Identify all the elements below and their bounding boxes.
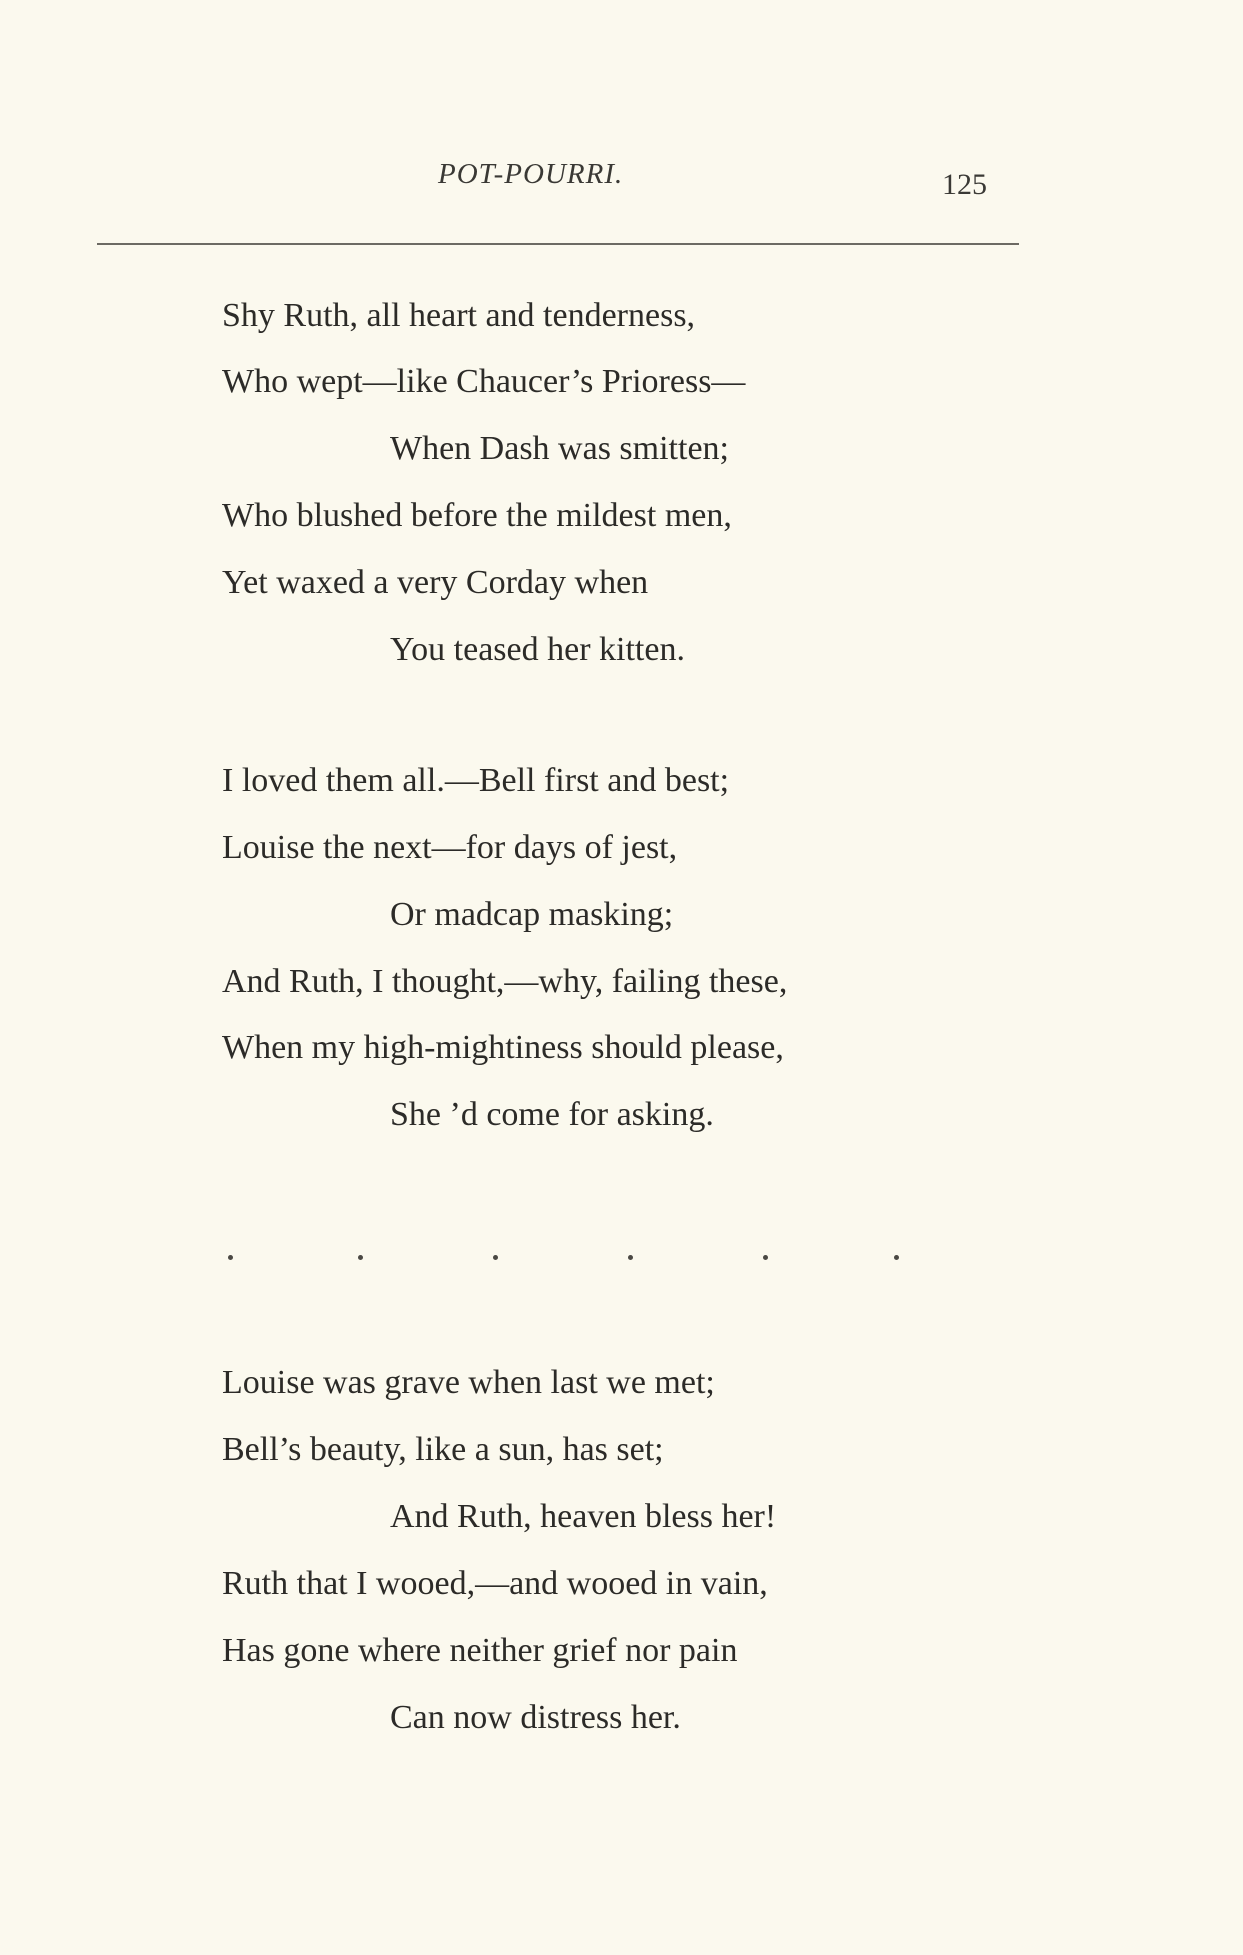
poem-line: Shy Ruth, all heart and tenderness, <box>222 297 696 334</box>
poem-line: Ruth that I wooed,—and wooed in vain, <box>222 1565 768 1602</box>
poem-line: And Ruth, heaven bless her! <box>390 1498 777 1535</box>
running-title: POT-POURRI. <box>438 158 624 190</box>
ellipsis-dots <box>218 1255 918 1275</box>
ellipsis-dot <box>228 1255 233 1260</box>
poem-line: She ’d come for asking. <box>390 1096 714 1133</box>
ellipsis-dot <box>358 1255 363 1260</box>
ellipsis-dot <box>628 1255 633 1260</box>
page-number: 125 <box>942 168 987 201</box>
ellipsis-dot <box>894 1255 899 1260</box>
poem-line: I loved them all.—Bell first and best; <box>222 762 730 799</box>
poem-line: Louise was grave when last we met; <box>222 1364 715 1401</box>
poem-line: Yet waxed a very Corday when <box>222 564 649 601</box>
poem-line: Louise the next—for days of jest, <box>222 829 678 866</box>
poem-line: When my high-mightiness should please, <box>222 1029 784 1066</box>
poem-line: When Dash was smitten; <box>390 430 729 467</box>
poem-line: Can now distress her. <box>390 1699 681 1736</box>
poem-line: Who blushed before the mildest men, <box>222 497 732 534</box>
poem-line: And Ruth, I thought,—why, failing these, <box>222 963 788 1000</box>
ellipsis-dot <box>493 1255 498 1260</box>
poem-line: Or madcap masking; <box>390 896 674 933</box>
poem-line: Who wept—like Chaucer’s Prioress— <box>222 363 746 400</box>
poem-line: Has gone where neither grief nor pain <box>222 1632 738 1669</box>
poem-line: Bell’s beauty, like a sun, has set; <box>222 1431 664 1468</box>
ellipsis-dot <box>763 1255 768 1260</box>
poem-line: You teased her kitten. <box>390 631 685 668</box>
